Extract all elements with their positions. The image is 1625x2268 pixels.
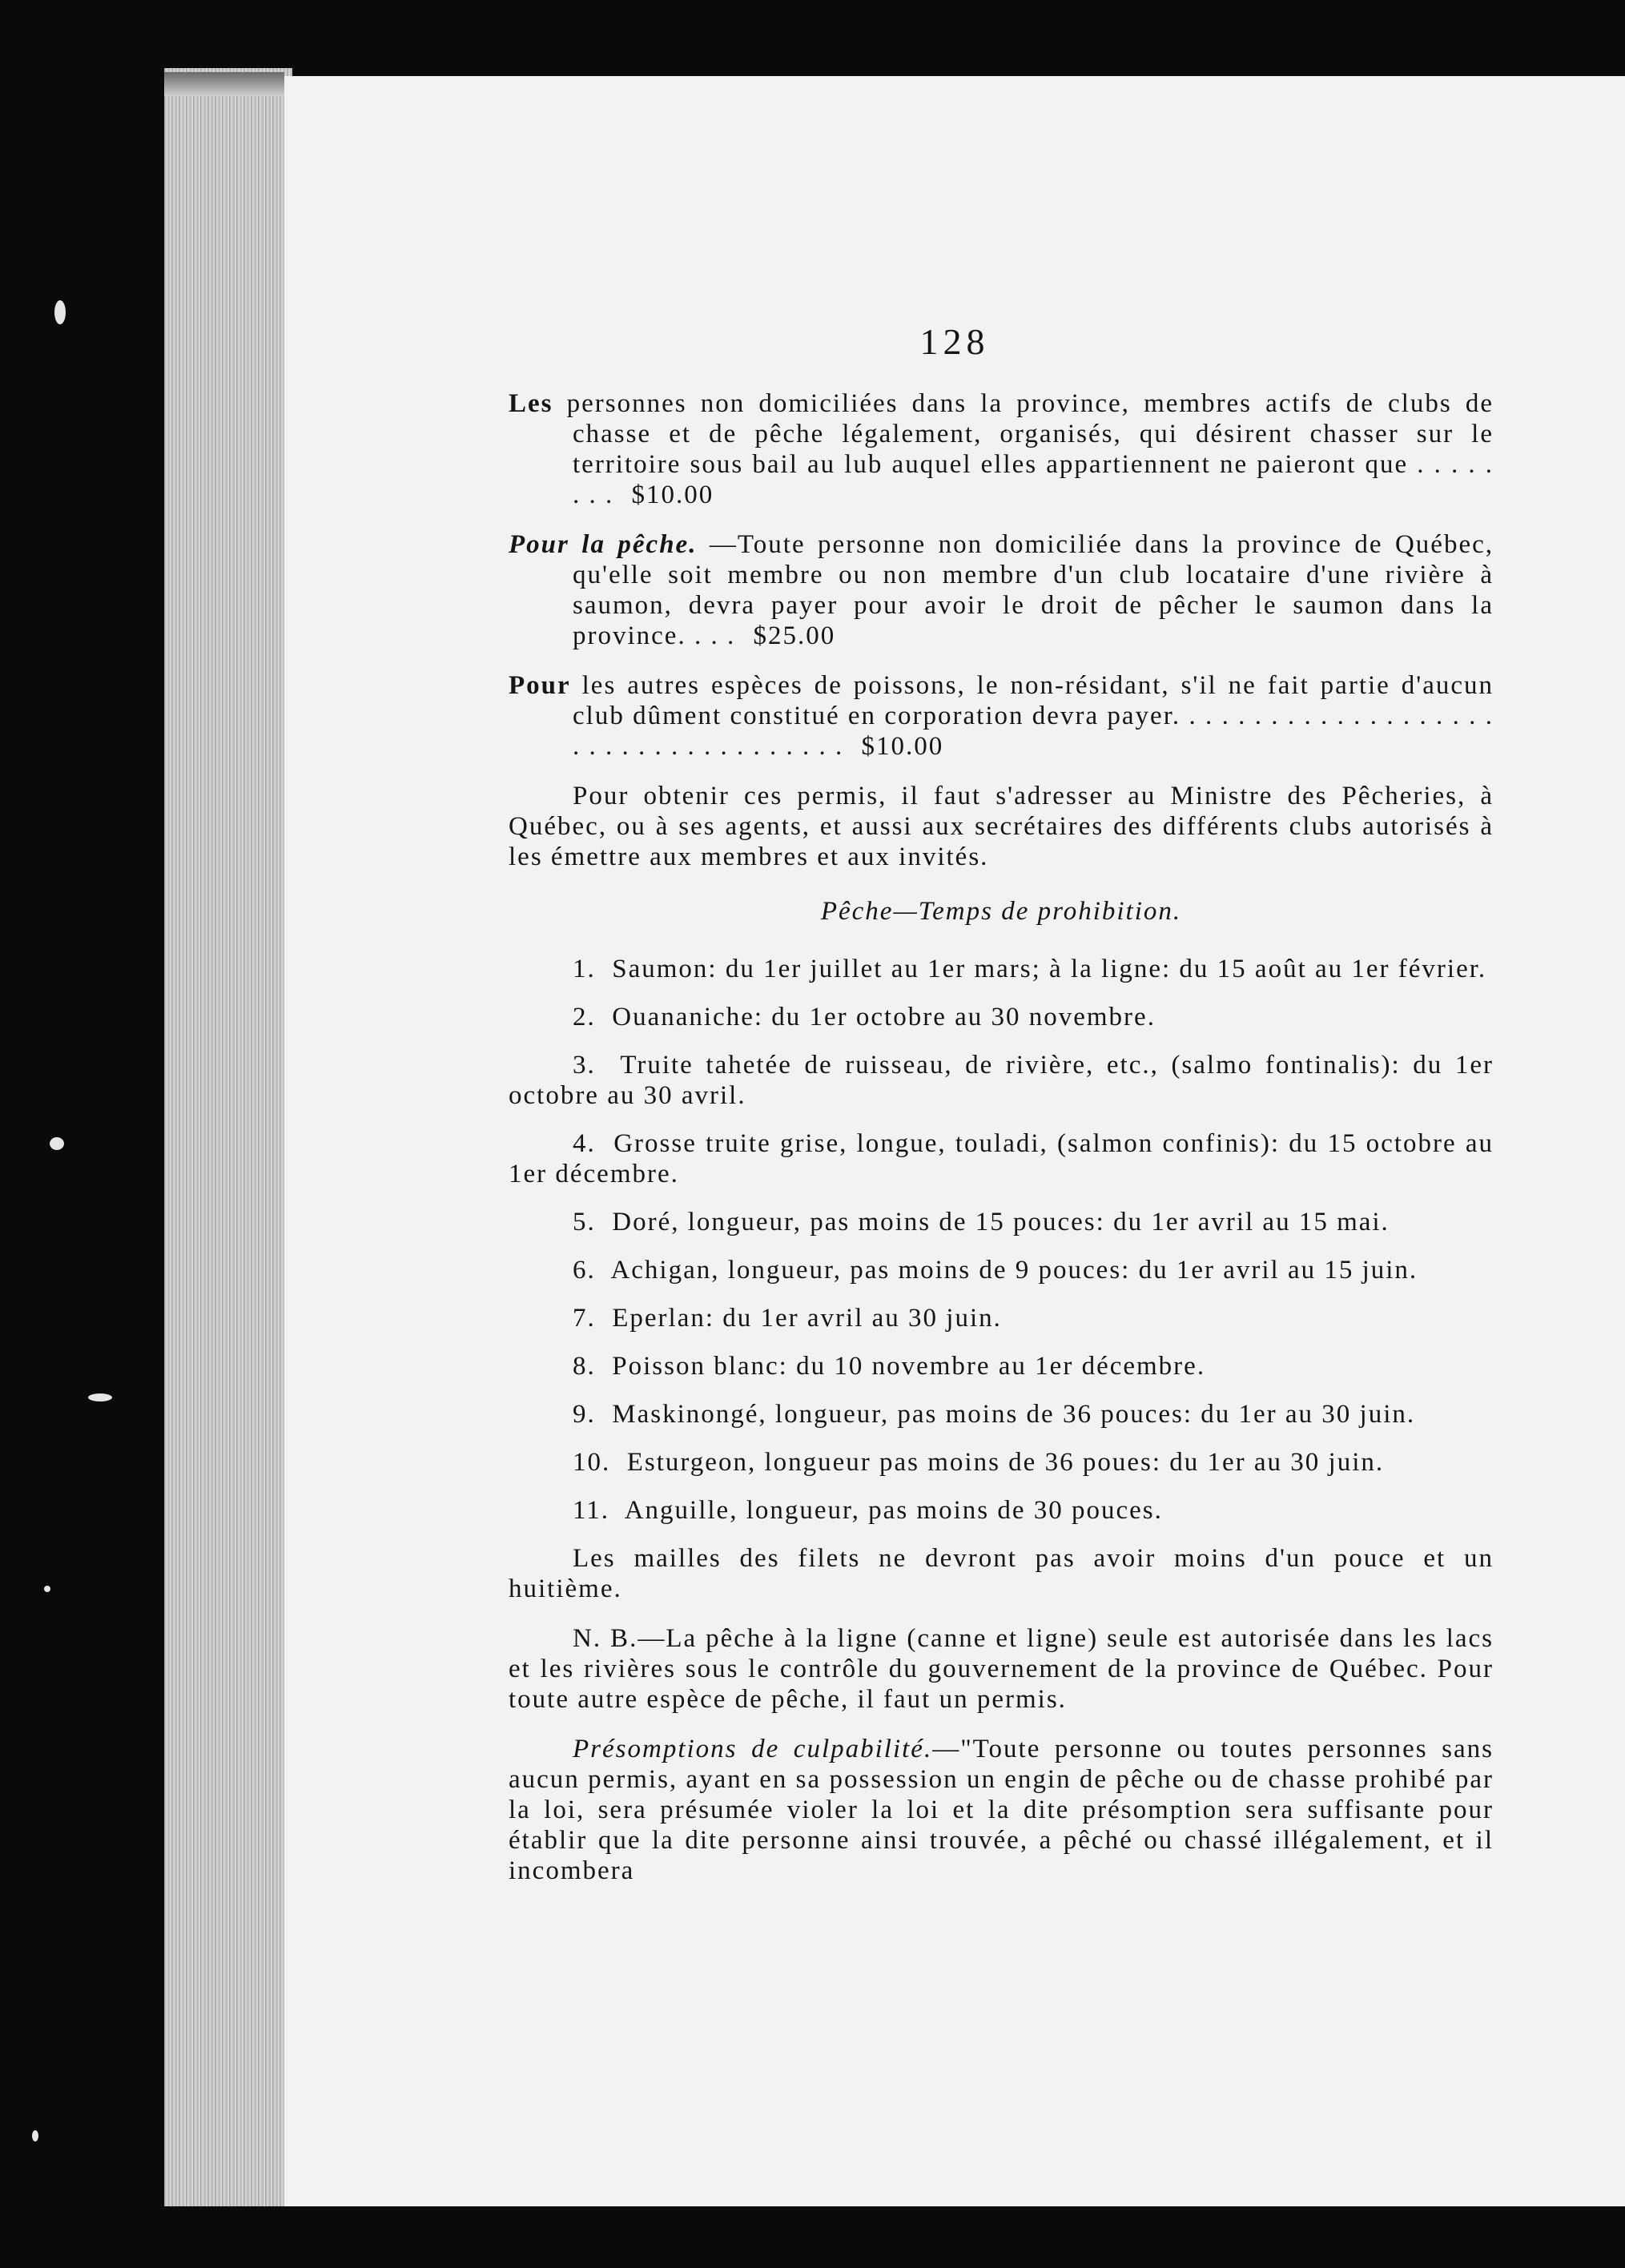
rule-text: Ouananiche: du 1er octobre au 30 novembre. bbox=[612, 1003, 1156, 1031]
fee-price: $10.00 bbox=[631, 481, 714, 509]
rule-number: 5. bbox=[573, 1208, 596, 1237]
rule-number: 3. bbox=[573, 1051, 596, 1080]
presumption-paragraph bbox=[509, 1734, 1494, 1886]
fee-dots: . . . . . . . . bbox=[573, 450, 1494, 509]
page-edge-shadow bbox=[164, 72, 284, 96]
fee-lead: Pour la pêche. bbox=[509, 530, 698, 559]
list-item bbox=[509, 954, 1494, 984]
fee-lead: Les bbox=[509, 389, 553, 418]
rule-text: Poisson blanc: du 10 novembre au 1er décembre. bbox=[612, 1352, 1206, 1381]
permit-info-paragraph: Pour obtenir ces permis, il faut s'adresser au Ministre des Pêcheries, à Québec, ou à ses agents, et aussi aux secrétaires des différents clubs autorisés à les émettre aux membres et aux invités. bbox=[509, 782, 1494, 871]
rule-text: Truite tahetée de ruisseau, de rivière, etc., (salmo fontinalis): du 1er octobre au 30 avril. bbox=[509, 1051, 1494, 1110]
film-speck bbox=[44, 1586, 50, 1592]
list-item bbox=[509, 1351, 1494, 1381]
page-edges bbox=[164, 68, 292, 2206]
film-speck bbox=[50, 1137, 64, 1150]
rule-text: Achigan, longueur, pas moins de 9 pouces: du 1er avril au 15 juin. bbox=[610, 1256, 1418, 1285]
list-item bbox=[509, 1399, 1494, 1430]
page-content bbox=[509, 388, 1494, 1905]
film-speck bbox=[54, 300, 66, 324]
fee-nonresident-club-members bbox=[509, 388, 1494, 510]
rule-number: 10. bbox=[573, 1448, 611, 1477]
list-item bbox=[509, 1495, 1494, 1526]
fee-price: $25.00 bbox=[753, 621, 836, 650]
presumption-text: —"Toute personne ou toutes personnes sans aucun permis, ayant en sa possession un engin de pêche ou de chasse prohibé par la loi, sera présumée violer la loi et la dite présomption sera suffisante pour établir que la dite personne ainsi trouvée, a pêché ou chassé illégalement, et il incombera bbox=[509, 1735, 1494, 1885]
rule-number: 6. bbox=[573, 1256, 596, 1285]
book-page bbox=[284, 76, 1625, 2206]
rule-number: 9. bbox=[573, 1400, 596, 1429]
page-number: 128 bbox=[919, 321, 990, 362]
fee-salmon-fishing bbox=[509, 529, 1494, 651]
rule-number: 4. bbox=[573, 1129, 596, 1158]
rule-text: Doré, longueur, pas moins de 15 pouces: du 1er avril au 15 mai. bbox=[612, 1208, 1390, 1237]
rule-number: 2. bbox=[573, 1003, 596, 1031]
list-item bbox=[509, 1050, 1494, 1111]
fee-lead: Pour bbox=[509, 671, 571, 700]
nb-text: —La pêche à la ligne (canne et ligne) seule est autorisée dans les lacs et les rivières sous le contrôle du gouvernement de la province de Québec. Pour toute autre espèce de pêche, il faut un permis. bbox=[509, 1624, 1494, 1714]
rule-number: 8. bbox=[573, 1352, 596, 1381]
fee-text: personnes non domiciliées dans la province, membres actifs de clubs de chasse et de pêche légalement, organisés, qui désirent chasser sur le territoire sous bail au lub auquel elles appartiennent ne paieront que bbox=[566, 389, 1494, 479]
list-item bbox=[509, 1447, 1494, 1478]
fee-text: —Toute personne non domiciliée dans la province de Québec, qu'elle soit membre ou non membre d'un club locataire d'une rivière à saumon, devra payer pour avoir le droit de pêcher le saumon dans la province. bbox=[573, 530, 1494, 650]
fee-text: les autres espèces de poissons, le non-résidant, s'il ne fait partie d'aucun club dûment constitué en corporation devra payer. bbox=[573, 671, 1494, 730]
rule-number: 7. bbox=[573, 1304, 596, 1333]
list-item bbox=[509, 1207, 1494, 1237]
fee-dots: . . . bbox=[694, 621, 736, 650]
presumption-lead: Présomptions de culpabilité. bbox=[573, 1735, 933, 1763]
list-item bbox=[509, 1255, 1494, 1285]
nb-paragraph bbox=[509, 1623, 1494, 1715]
rule-number: 1. bbox=[573, 955, 596, 983]
film-speck bbox=[32, 2130, 38, 2141]
section-title: Pêche—Temps de prohibition. bbox=[820, 897, 1182, 926]
nb-lead: N. B. bbox=[573, 1624, 638, 1653]
rule-text: Grosse truite grise, longue, touladi, (salmon confinis): du 15 octobre au 1er décembre. bbox=[509, 1129, 1494, 1188]
mesh-note-paragraph: Les mailles des filets ne devront pas avoir moins d'un pouce et un huitième. bbox=[509, 1544, 1494, 1603]
list-item bbox=[509, 1002, 1494, 1032]
rule-text: Anguille, longueur, pas moins de 30 pouces. bbox=[624, 1496, 1163, 1525]
prohibition-list bbox=[509, 954, 1494, 1526]
rule-text: Eperlan: du 1er avril au 30 juin. bbox=[612, 1304, 1002, 1333]
fee-dots: . . . . . . . . . . . . . . . . . . . . . . . . . . . . . . . . . . . . bbox=[573, 702, 1494, 761]
rule-text: Esturgeon, longueur pas moins de 36 poues: du 1er au 30 juin. bbox=[626, 1448, 1385, 1477]
list-item bbox=[509, 1128, 1494, 1189]
film-speck bbox=[88, 1393, 112, 1401]
rule-text: Maskinongé, longueur, pas moins de 36 pouces: du 1er au 30 juin. bbox=[612, 1400, 1416, 1429]
fee-other-fish bbox=[509, 670, 1494, 762]
rule-text: Saumon: du 1er juillet au 1er mars; à la ligne: du 15 août au 1er février. bbox=[612, 955, 1487, 983]
fee-price: $10.00 bbox=[861, 732, 944, 761]
list-item bbox=[509, 1303, 1494, 1333]
rule-number: 11. bbox=[573, 1496, 610, 1525]
